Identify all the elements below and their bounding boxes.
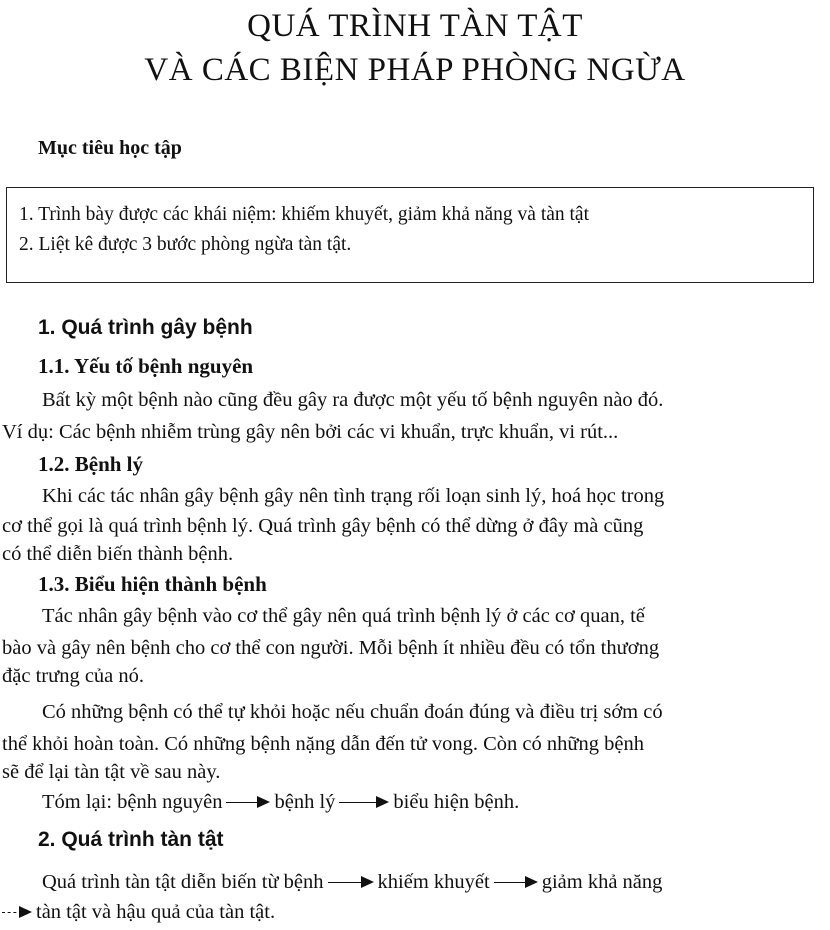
arrow-right-icon — [226, 795, 270, 809]
flow-text: bệnh lý — [274, 791, 336, 813]
paragraph-line: Khi các tác nhân gây bệnh gây nên tình trạng rối loạn sinh lý, hoá học trong — [42, 485, 665, 507]
flow-text: biểu hiện bệnh. — [393, 791, 520, 813]
objective-item: 2. Liệt kê được 3 bước phòng ngừa tàn tật. — [19, 234, 352, 255]
paragraph-line: Bất kỳ một bệnh nào cũng đều gây ra được một yếu tố bệnh nguyên nào đó. — [42, 389, 664, 411]
disability-flow — [42, 868, 662, 896]
arrow-right-icon — [339, 795, 389, 809]
paragraph-line: đặc trưng của nó. — [2, 665, 145, 687]
page-title-line-1: QUÁ TRÌNH TÀN TẬT — [247, 8, 583, 44]
arrow-right-icon — [494, 875, 538, 889]
paragraph-line: sẽ để lại tàn tật về sau này. — [2, 761, 221, 783]
flow-text: tàn tật và hậu quả của tàn tật. — [36, 901, 276, 923]
paragraph-line: Tác nhân gây bệnh vào cơ thể gây nên quá trình bệnh lý ở các cơ quan, tế — [42, 605, 645, 627]
paragraph-line: Ví dụ: Các bệnh nhiễm trùng gây nên bởi các vi khuẩn, trực khuẩn, vi rút... — [2, 421, 619, 443]
objective-item: 1. Trình bày được các khái niệm: khiếm khuyết, giảm khả năng và tàn tật — [19, 204, 590, 225]
flow-text: Quá trình tàn tật diễn biến từ bệnh — [42, 871, 324, 893]
subsection-heading: 1.1. Yếu tố bệnh nguyên — [38, 354, 254, 378]
arrow-right-icon — [2, 905, 32, 919]
paragraph-line: bào và gây nên bệnh cho cơ thể con người. Mỗi bệnh ít nhiều đều có tổn thương — [2, 637, 660, 659]
arrow-right-icon — [328, 875, 374, 889]
subsection-heading: 1.2. Bệnh lý — [38, 452, 144, 476]
objectives-box — [6, 187, 814, 283]
paragraph-line: thể khỏi hoàn toàn. Có những bệnh nặng dẫn đến tử vong. Còn có những bệnh — [2, 733, 644, 755]
section-heading: 1. Quá trình gây bệnh — [38, 316, 253, 339]
paragraph-line: Có những bệnh có thể tự khỏi hoặc nếu chuẩn đoán đúng và điều trị sớm có — [42, 701, 663, 723]
disability-flow-continued — [2, 898, 275, 926]
objectives-heading: Mục tiêu học tập — [38, 137, 182, 159]
flow-text: giảm khả năng — [541, 871, 663, 893]
flow-text: khiếm khuyết — [377, 871, 490, 893]
page-title-line-2: VÀ CÁC BIỆN PHÁP PHÒNG NGỪA — [144, 52, 686, 88]
paragraph-line: có thể diễn biến thành bệnh. — [2, 543, 234, 565]
section-heading: 2. Quá trình tàn tật — [38, 828, 224, 851]
flow-text: Tóm lại: bệnh nguyên — [42, 791, 223, 813]
paragraph-line: cơ thể gọi là quá trình bệnh lý. Quá trình gây bệnh có thể dừng ở đây mà cũng — [2, 515, 644, 537]
summary-flow — [42, 788, 519, 816]
subsection-heading: 1.3. Biểu hiện thành bệnh — [38, 572, 267, 596]
